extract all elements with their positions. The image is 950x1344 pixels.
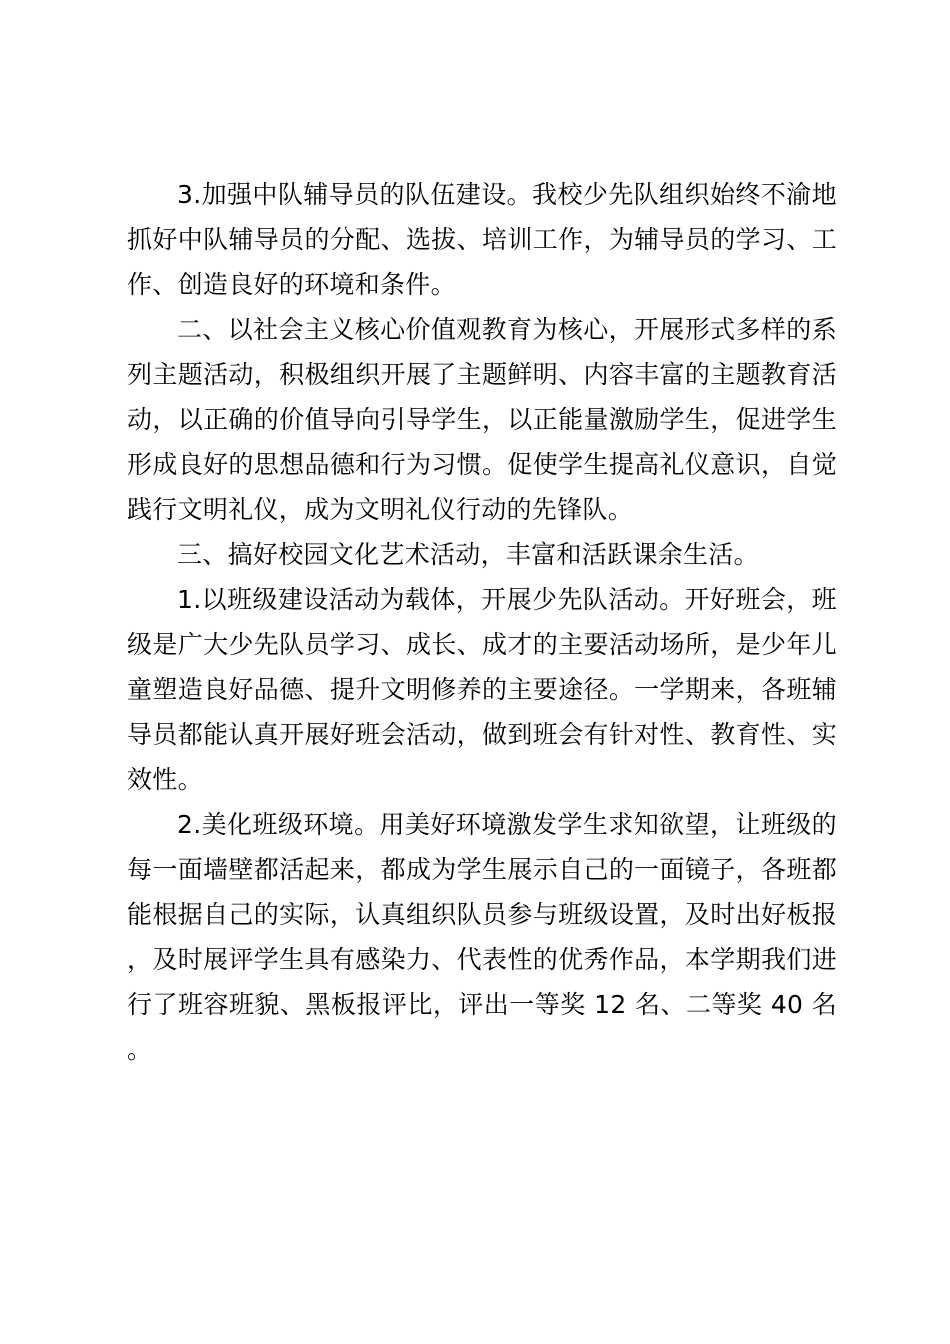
paragraph-class-building: 1.以班级建设活动为载体，开展少先队活动。开好班会，班级是广大少先队员学习、成长、成才的主要活动场所，是少年儿童塑造良好品德、提升文明修养的主要途径。一学期来，各班辅导员都能认真开展好班会活动，做到班会有针对性、教育性、实效性。 bbox=[127, 585, 837, 794]
paragraph-core-values: 二、以社会主义核心价值观教育为核心，开展形式多样的系列主题活动，积极组织开展了主题鲜明、内容丰富的主题教育活动，以正确的价值导向引导学生，以正能量激励学生，促进学生形成良好的思想品德和行为习惯。促使学生提高礼仪意识，自觉践行文明礼仪，成为文明礼仪行动的先锋队。 bbox=[127, 315, 837, 524]
document-body bbox=[127, 172, 837, 1072]
paragraph-counselor-team: 3.加强中队辅导员的队伍建设。我校少先队组织始终不渝地抓好中队辅导员的分配、选拔、培训工作，为辅导员的学习、工作、创造良好的环境和条件。 bbox=[127, 180, 837, 299]
paragraph-campus-culture-heading: 三、搞好校园文化艺术活动，丰富和活跃课余生活。 bbox=[177, 540, 759, 569]
paragraph-class-environment: 2.美化班级环境。用美好环境激发学生求知欲望，让班级的每一面墙壁都活起来，都成为学生展示自己的一面镜子，各班都能根据自己的实际，认真组织队员参与班级设置，及时出好板报，及时展评学生具有感染力、代表性的优秀作品，本学期我们进行了班容班貌、黑板报评比，评出一等奖 12 名、二等奖 40 名。 bbox=[127, 810, 837, 1064]
